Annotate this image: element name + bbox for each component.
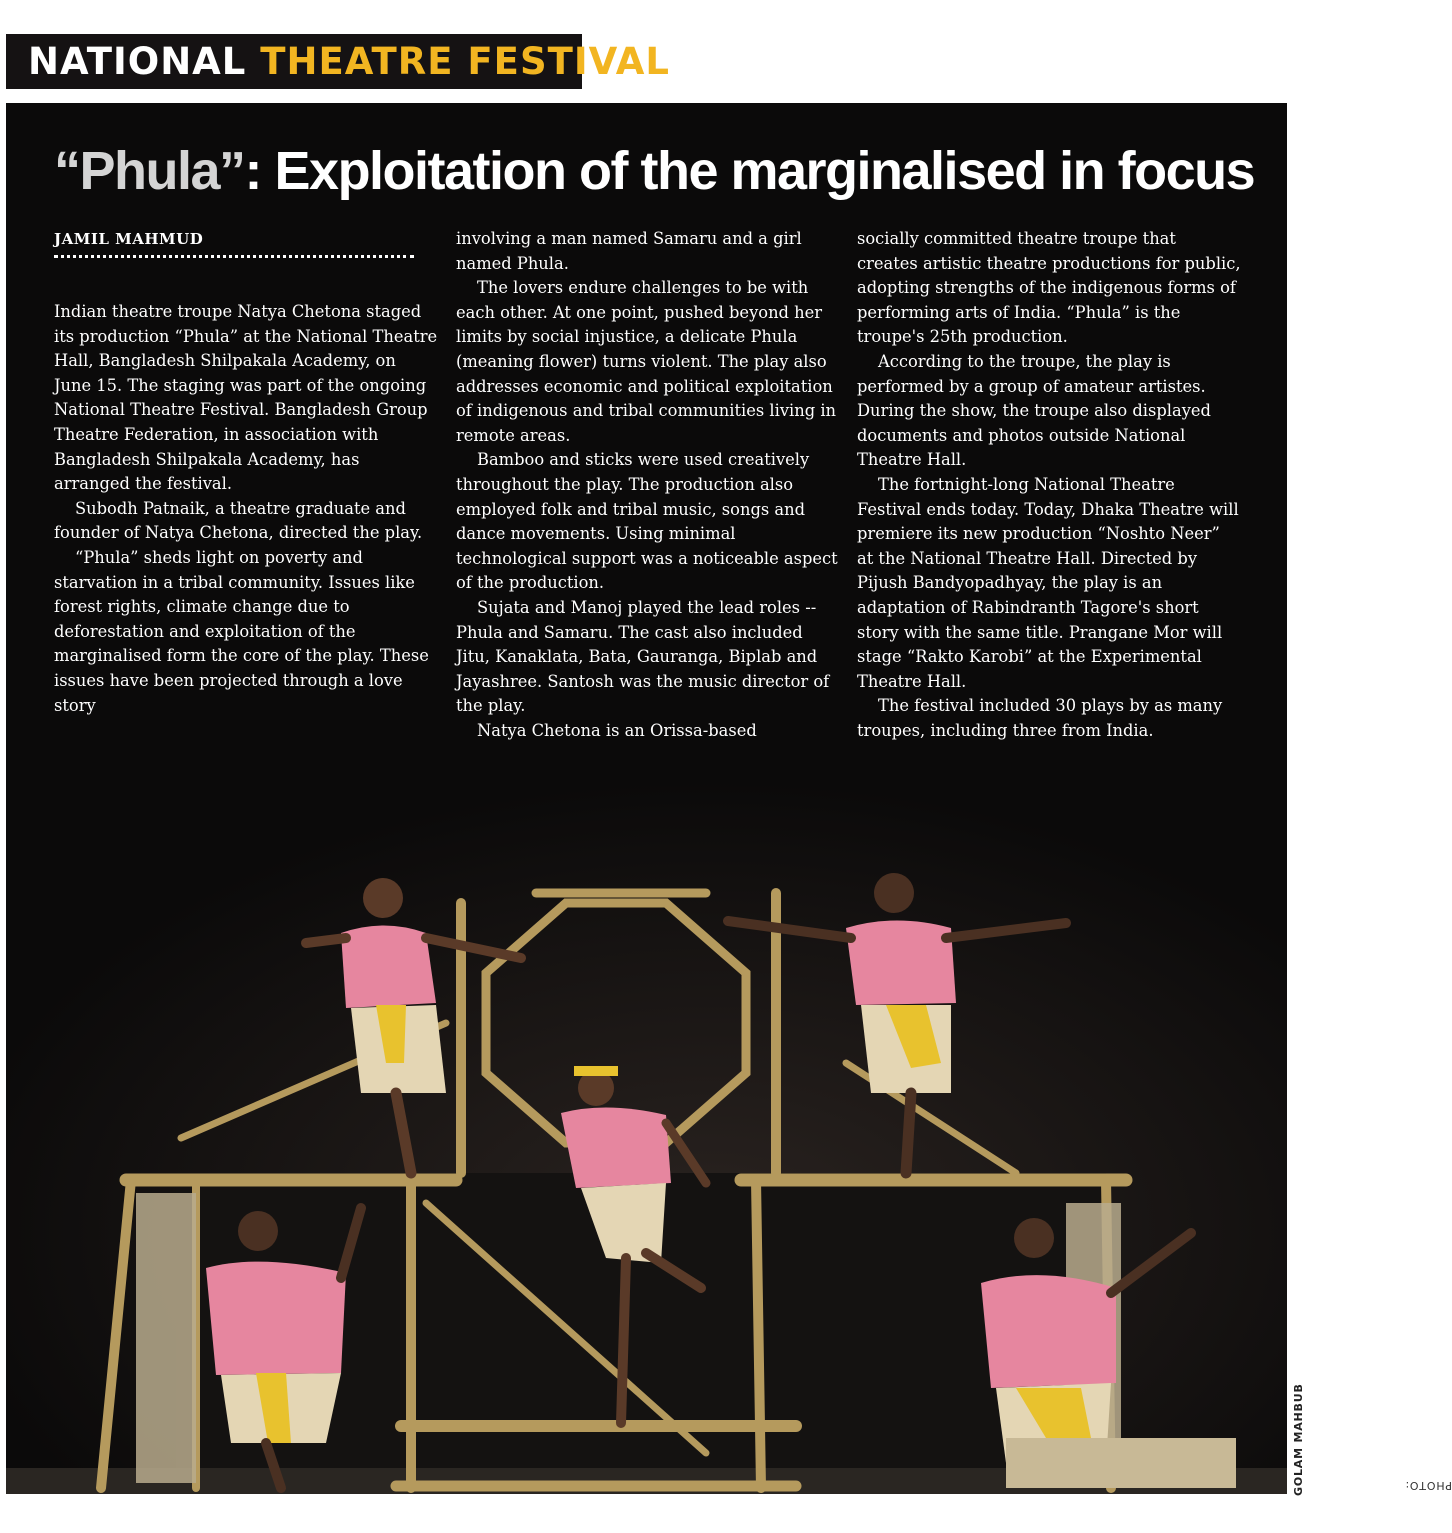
paragraph: According to the troupe, the play is performed by a group of amateur artistes. During the show, the troupe also displayed documents and photos outside National Theatre Hall. — [857, 351, 1211, 470]
paragraph: involving a man named Samaru and a girl named Phula. — [456, 229, 802, 273]
kicker-word-national: NATIONAL — [28, 40, 247, 83]
photo-credit-name: GOLAM MAHBUB — [1292, 1383, 1305, 1496]
article-column-3 — [857, 227, 1241, 743]
headline-rest: : Exploitation of the marginalised in focus — [244, 141, 1255, 201]
article-panel — [6, 103, 1287, 1494]
article-column-1 — [54, 227, 438, 718]
article-column-2 — [456, 227, 840, 743]
paragraph: socially committed theatre troupe that creates artistic theatre productions for public, adopting strengths of the indigenous forms of performing arts of India. “Phula” is the troupe's 25th production. — [857, 229, 1241, 347]
paragraph: “Phula” sheds light on poverty and starvation in a tribal community. Issues like forest rights, climate change due to deforestation and exploitation of the marginalised form the core of the play. These issues have been projected through a love story — [54, 547, 429, 715]
kicker-words-theatre-festival: THEATRE FESTIVAL — [260, 40, 670, 83]
paragraph: Bamboo and sticks were used creatively throughout the play. The production also employed folk and tribal music, songs and dance movements. Using minimal technological support was a noticeable aspect of the production. — [456, 450, 838, 593]
byline-divider — [54, 255, 414, 258]
cloth-panel — [136, 1193, 196, 1483]
stage-photo — [6, 743, 1287, 1494]
paragraph: Sujata and Manoj played the lead roles -- Phula and Samaru. The cast also included Jitu, Kanaklata, Bata, Gauranga, Biplab and Jayashree. Santosh was the music director of the play. — [456, 597, 830, 716]
photo-credit — [1288, 1336, 1452, 1496]
photo-credit-label: PHOTO: — [1404, 1479, 1452, 1492]
paragraph: The fortnight-long National Theatre Festival ends today. Today, Dhaka Theatre will premiere its new production “Noshto Neer” at the National Theatre Hall. Directed by Pijush Bandyopadhyay, the play is an adaptation of Rabindranth Tagore's short story with the same title. Prangane Mor will stage “Rakto Karobi” at the Experimental Theatre Hall. — [857, 474, 1239, 691]
paragraph: Indian theatre troupe Natya Chetona staged its production “Phula” at the National Theatre Hall, Bangladesh Shilpakala Academy, on June 15. The staging was part of the ongoing National Theatre Festival. Bangladesh Group Theatre Federation, in association with Bangladesh Shilpakala Academy, has arranged the festival. — [54, 302, 438, 494]
paragraph: Natya Chetona is an Orissa-based — [477, 720, 757, 740]
byline: JAMIL MAHMUD — [54, 230, 204, 248]
section-kicker — [6, 34, 670, 89]
headline-quoted-title: “Phula” — [54, 141, 245, 201]
headline — [54, 131, 1254, 211]
paragraph: The lovers endure challenges to be with each other. At one point, pushed beyond her limits by social injustice, a delicate Phula (meaning flower) turns violent. The play also addresses economic and political exploitation of indigenous and tribal communities living in remote areas. — [456, 278, 837, 445]
paragraph: The festival included 30 plays by as many troupes, including three from India. — [857, 696, 1223, 740]
bamboo-pole — [756, 1180, 761, 1488]
foreground-prop — [1006, 1438, 1236, 1488]
paragraph: Subodh Patnaik, a theatre graduate and founder of Natya Chetona, directed the play. — [54, 498, 423, 543]
